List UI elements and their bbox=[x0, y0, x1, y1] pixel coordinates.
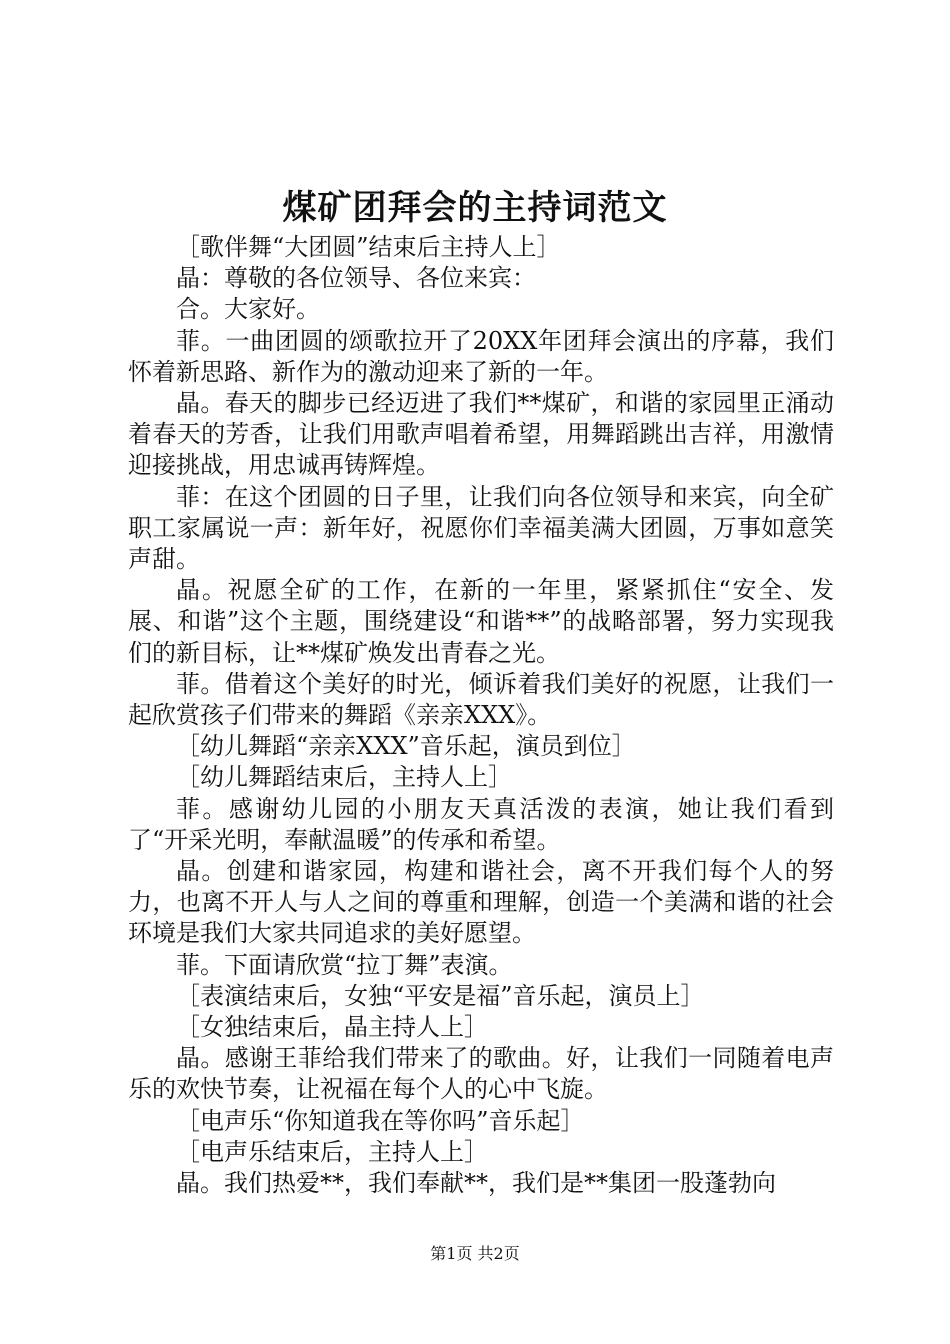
paragraph: 菲。借着这个美好的时光，倾诉着我们美好的祝愿，让我们一起欣赏孩子们带来的舞蹈《亲亲XXX》。 bbox=[128, 669, 834, 730]
paragraph: 晶。创建和谐家园，构建和谐社会，离不开我们每个人的努力，也离不开人与人之间的尊重和理解，创造一个美满和谐的社会环境是我们大家共同追求的美好愿望。 bbox=[128, 857, 834, 948]
page-footer: 第1页 共2页 bbox=[430, 1244, 520, 1263]
paragraph: 晶：尊敬的各位领导、各位来宾： bbox=[176, 264, 536, 293]
paragraph: ［幼儿舞蹈结束后，主持人上］ bbox=[176, 763, 512, 792]
paragraph: 合。大家好。 bbox=[176, 295, 320, 324]
paragraph: 菲。一曲团圆的颂歌拉开了20XX年团拜会演出的序幕，我们怀着新思路、新作为的激动迎来了新的一年。 bbox=[128, 326, 834, 386]
paragraph: ［幼儿舞蹈“亲亲XXX”音乐起，演员到位］ bbox=[176, 732, 636, 761]
paragraph: 菲。感谢幼儿园的小朋友天真活泼的表演，她让我们看到了“开采光明，奉献温暖”的传承和希望。 bbox=[128, 794, 834, 854]
document-title: 煤矿团拜会的主持词范文 bbox=[282, 188, 668, 228]
paragraph: 晶。祝愿全矿的工作，在新的一年里，紧紧抓住“安全、发展、和谐”这个主题，围绕建设“和谐**”的战略部署，努力实现我们的新目标，让**煤矿焕发出青春之光。 bbox=[128, 576, 834, 667]
paragraph: 晶。春天的脚步已经迈进了我们**煤矿，和谐的家园里正涌动着春天的芳香，让我们用歌声唱着希望，用舞蹈跳出吉祥，用激情迎接挑战，用忠诚再铸辉煌。 bbox=[128, 389, 834, 480]
paragraph: ［女独结束后，晶主持人上］ bbox=[176, 1013, 488, 1042]
paragraph: ［电声乐结束后，主持人上］ bbox=[176, 1137, 488, 1166]
paragraph: 菲：在这个团圆的日子里，让我们向各位领导和来宾，向全矿职工家属说一声：新年好，祝愿你们幸福美满大团圆，万事如意笑声甜。 bbox=[128, 482, 834, 574]
paragraph: ［电声乐“你知道我在等你吗”音乐起］ bbox=[176, 1106, 585, 1135]
paragraph: ［歌伴舞“大团圆”结束后主持人上］ bbox=[176, 233, 561, 261]
paragraph: 晶。我们热爱**，我们奉献**，我们是**集团一股蓬勃向 bbox=[176, 1169, 776, 1198]
paragraph: 晶。感谢王菲给我们带来了的歌曲。好，让我们一同随着电声乐的欢快节奏，让祝福在每个人的心中飞旋。 bbox=[128, 1044, 834, 1104]
document-body bbox=[128, 232, 834, 1199]
paragraph: ［表演结束后，女独“平安是福”音乐起，演员上］ bbox=[176, 981, 705, 1010]
paragraph: 菲。下面请欣赏“拉丁舞”表演。 bbox=[176, 950, 513, 979]
